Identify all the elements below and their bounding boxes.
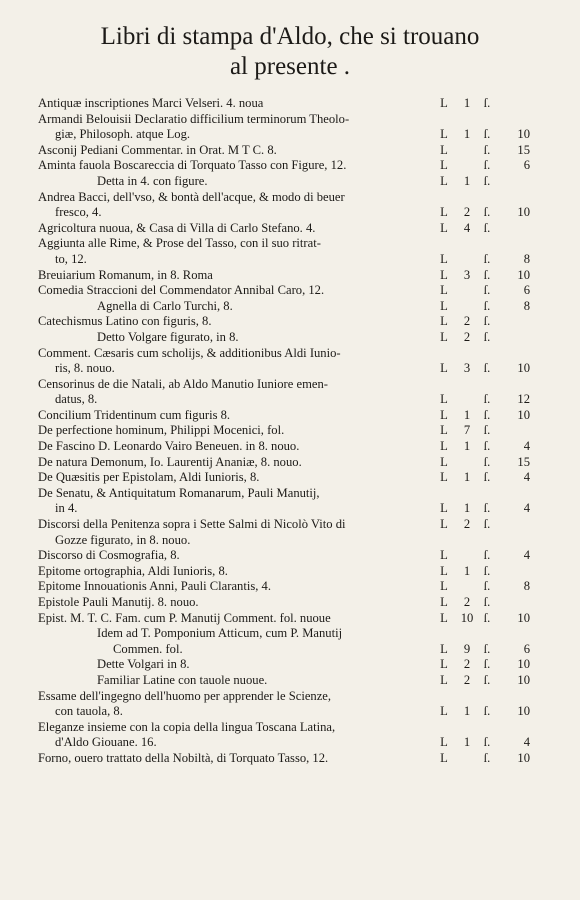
price-lire: L — [440, 205, 448, 220]
price-lire: L — [440, 704, 448, 719]
entry-line — [0, 361, 580, 377]
price-lire: L — [440, 470, 448, 485]
price-soldi-amount: 10 — [517, 610, 530, 625]
price-soldi-amount: 10 — [517, 704, 530, 719]
price-lire: L — [440, 750, 448, 765]
entry-text: De Fascino D. Leonardo Vairo Beneuen. in 8. nouo. — [38, 439, 300, 454]
price-soldi-amount: 4 — [523, 735, 530, 750]
price-lire: L — [440, 439, 448, 454]
price-lire: L — [440, 314, 448, 329]
entry-line — [0, 564, 580, 580]
price-lire: L — [440, 142, 448, 157]
book-entry — [0, 720, 580, 751]
price-lire-amount: 2 — [463, 672, 471, 687]
book-entry — [0, 283, 580, 299]
entry-text: Familiar Latine con tauole nuoue. — [97, 672, 268, 687]
book-entry — [0, 439, 580, 455]
book-entry — [0, 486, 580, 517]
entry-line — [0, 673, 580, 689]
entry-text: Discorso di Cosmografia, 8. — [38, 548, 180, 563]
price-soldi-amount: 4 — [523, 439, 530, 454]
entry-line — [0, 346, 580, 362]
price-soldi: ſ. — [483, 563, 491, 578]
entry-text: Catechismus Latino con figuris, 8. — [38, 314, 212, 329]
price-lire: L — [440, 267, 448, 282]
price-soldi-amount: 15 — [517, 142, 530, 157]
entry-line — [0, 548, 580, 564]
entry-text: Detta in 4. con figure. — [97, 173, 208, 188]
price-lire-amount: 9 — [463, 641, 471, 656]
price-lire: L — [440, 641, 448, 656]
price-soldi-amount: 8 — [523, 579, 530, 594]
entry-text: Censorinus de die Natali, ab Aldo Manutio Iuniore emen- — [38, 376, 328, 391]
book-entry — [0, 611, 580, 627]
price-lire: L — [440, 220, 448, 235]
price-soldi: ſ. — [483, 173, 491, 188]
book-entry — [0, 96, 580, 112]
entry-text: Epitome Innouationis Anni, Pauli Clarantis, 4. — [38, 579, 271, 594]
entry-text: Andrea Bacci, dell'vso, & bontà dell'acque, & modo di beuer — [38, 189, 345, 204]
entry-text: Antiquæ inscriptiones Marci Velseri. 4. noua — [38, 96, 264, 110]
entry-text: Aminta fauola Boscareccia di Torquato Tasso con Figure, 12. — [38, 158, 347, 173]
book-list — [0, 96, 580, 767]
entry-line — [0, 408, 580, 424]
entry-text: De natura Demonum, Io. Laurentij Ananiæ, 8. nouo. — [38, 454, 302, 469]
price-soldi: ſ. — [483, 127, 491, 142]
book-entry — [0, 377, 580, 408]
price-soldi: ſ. — [483, 329, 491, 344]
book-entry — [0, 268, 580, 284]
entry-line — [0, 392, 580, 408]
price-soldi-amount: 10 — [517, 205, 530, 220]
book-entry — [0, 626, 580, 657]
book-entry — [0, 548, 580, 564]
book-entry — [0, 221, 580, 237]
entry-line — [0, 486, 580, 502]
price-lire: L — [440, 127, 448, 142]
price-lire-amount: 3 — [463, 267, 471, 282]
book-entry — [0, 299, 580, 315]
price-soldi: ſ. — [483, 579, 491, 594]
entry-line — [0, 127, 580, 143]
entry-text: Commen. fol. — [113, 641, 183, 656]
entry-text: ris, 8. nouo. — [55, 361, 115, 376]
price-lire: L — [440, 517, 448, 532]
price-soldi: ſ. — [483, 423, 491, 438]
price-soldi: ſ. — [483, 735, 491, 750]
entry-text: De Senatu, & Antiquitatum Romanarum, Pauli Manutij, — [38, 485, 320, 500]
book-entry — [0, 470, 580, 486]
entry-line — [0, 221, 580, 237]
price-soldi-amount: 10 — [517, 657, 530, 672]
entry-line — [0, 236, 580, 252]
price-lire: L — [440, 454, 448, 469]
price-soldi-amount: 10 — [517, 267, 530, 282]
price-soldi: ſ. — [483, 142, 491, 157]
entry-text: Gozze figurato, in 8. nouo. — [55, 532, 191, 547]
entry-text: datus, 8. — [55, 392, 98, 407]
entry-line — [0, 283, 580, 299]
price-soldi: ſ. — [483, 267, 491, 282]
entry-text: Comment. Cæsaris cum scholijs, & additionibus Aldi Iunio- — [38, 345, 341, 360]
entry-text: Detto Volgare figurato, in 8. — [97, 329, 239, 344]
entry-text: De Quæsitis per Epistolam, Aldi Iunioris, 8. — [38, 470, 260, 485]
book-entry — [0, 236, 580, 267]
price-lire-amount: 1 — [463, 173, 471, 188]
price-lire-amount: 2 — [463, 205, 471, 220]
page-title — [0, 22, 580, 82]
price-soldi: ſ. — [483, 96, 491, 110]
price-soldi-amount: 10 — [517, 361, 530, 376]
entry-text: con tauola, 8. — [55, 704, 123, 719]
entry-line — [0, 704, 580, 720]
price-soldi-amount: 4 — [523, 470, 530, 485]
entry-line — [0, 751, 580, 767]
price-lire-amount: 1 — [463, 563, 471, 578]
price-lire-amount: 2 — [463, 595, 471, 609]
entry-text: Idem ad T. Pomponium Atticum, cum P. Manutij — [97, 626, 343, 641]
price-soldi: ſ. — [483, 158, 491, 173]
price-soldi: ſ. — [483, 750, 491, 765]
price-soldi: ſ. — [483, 517, 491, 532]
price-soldi-amount: 10 — [517, 407, 530, 422]
price-soldi: ſ. — [483, 704, 491, 719]
book-entry — [0, 455, 580, 471]
price-soldi: ſ. — [483, 283, 491, 298]
entry-line — [0, 330, 580, 346]
price-lire: L — [440, 283, 448, 298]
book-entry — [0, 330, 580, 346]
price-soldi: ſ. — [483, 454, 491, 469]
price-soldi: ſ. — [483, 501, 491, 516]
entry-text: Asconij Pediani Commentar. in Orat. M T C. 8. — [38, 142, 277, 157]
entry-line — [0, 657, 580, 673]
book-entry — [0, 158, 580, 174]
entry-text: Epist. M. T. C. Fam. cum P. Manutij Comment. fol. nuoue — [38, 610, 331, 625]
entry-text: in 4. — [55, 501, 78, 516]
entry-text: giæ, Philosoph. atque Log. — [55, 127, 191, 142]
entry-line — [0, 190, 580, 206]
price-soldi-amount: 10 — [517, 672, 530, 687]
price-lire-amount: 2 — [463, 314, 471, 329]
price-lire: L — [440, 548, 448, 563]
entry-line — [0, 174, 580, 190]
price-soldi-amount: 10 — [517, 750, 530, 765]
entry-line — [0, 595, 580, 611]
entry-text: Concilium Tridentinum cum figuris 8. — [38, 407, 231, 422]
price-lire: L — [440, 173, 448, 188]
entry-text: Aggiunta alle Rime, & Prose del Tasso, con il suo ritrat- — [38, 236, 321, 251]
price-lire-amount: 1 — [463, 96, 471, 110]
book-entry — [0, 346, 580, 377]
price-soldi-amount: 6 — [523, 283, 530, 298]
price-lire: L — [440, 407, 448, 422]
price-lire: L — [440, 392, 448, 407]
price-soldi: ſ. — [483, 205, 491, 220]
price-lire-amount: 2 — [463, 657, 471, 672]
price-lire-amount: 1 — [463, 501, 471, 516]
entry-text: Comedia Straccioni del Commendator Annibal Caro, 12. — [38, 283, 325, 298]
book-entry — [0, 564, 580, 580]
entry-text: Epistole Pauli Manutij. 8. nouo. — [38, 595, 199, 609]
price-lire-amount: 2 — [463, 329, 471, 344]
price-soldi: ſ. — [483, 470, 491, 485]
entry-line — [0, 158, 580, 174]
price-lire-amount: 10 — [460, 610, 474, 625]
entry-text: Dette Volgari in 8. — [97, 657, 190, 672]
entry-line — [0, 455, 580, 471]
entry-line — [0, 720, 580, 736]
entry-line — [0, 689, 580, 705]
book-entry — [0, 423, 580, 439]
price-lire: L — [440, 501, 448, 516]
entry-text: Agricoltura nuoua, & Casa di Villa di Carlo Stefano. 4. — [38, 220, 316, 235]
entry-line — [0, 143, 580, 159]
price-soldi-amount: 6 — [523, 158, 530, 173]
entry-text: Epitome ortographia, Aldi Iunioris, 8. — [38, 563, 228, 578]
price-lire-amount: 1 — [463, 439, 471, 454]
entry-line — [0, 423, 580, 439]
entry-text: Forno, ouero trattato della Nobiltà, di Torquato Tasso, 12. — [38, 750, 329, 765]
price-soldi: ſ. — [483, 392, 491, 407]
price-soldi: ſ. — [483, 298, 491, 313]
entry-text: Essame dell'ingegno dell'huomo per apprender le Scienze, — [38, 688, 332, 703]
price-lire-amount: 2 — [463, 517, 471, 532]
entry-line — [0, 611, 580, 627]
price-soldi-amount: 6 — [523, 641, 530, 656]
book-entry — [0, 657, 580, 673]
price-lire: L — [440, 672, 448, 687]
price-lire-amount: 1 — [463, 470, 471, 485]
price-soldi: ſ. — [483, 361, 491, 376]
price-soldi: ſ. — [483, 548, 491, 563]
entry-line — [0, 96, 580, 112]
price-lire: L — [440, 423, 448, 438]
price-soldi: ſ. — [483, 407, 491, 422]
price-lire: L — [440, 657, 448, 672]
book-entry — [0, 143, 580, 159]
entry-line — [0, 112, 580, 128]
book-entry — [0, 408, 580, 424]
price-soldi: ſ. — [483, 251, 491, 266]
price-lire-amount: 7 — [463, 423, 471, 438]
price-lire: L — [440, 579, 448, 594]
book-entry — [0, 595, 580, 611]
book-entry — [0, 112, 580, 143]
entry-line — [0, 533, 580, 549]
price-soldi: ſ. — [483, 610, 491, 625]
price-lire-amount: 1 — [463, 127, 471, 142]
entry-text: Eleganze insieme con la copia della lingua Toscana Latina, — [38, 719, 336, 734]
entry-line — [0, 642, 580, 658]
book-entry — [0, 751, 580, 767]
entry-line — [0, 735, 580, 751]
entry-line — [0, 517, 580, 533]
book-entry — [0, 190, 580, 221]
price-lire: L — [440, 361, 448, 376]
book-entry — [0, 517, 580, 548]
price-soldi-amount: 8 — [523, 298, 530, 313]
entry-text: Armandi Belouisii Declaratio difficilium terminorum Theolo- — [38, 111, 350, 126]
price-lire: L — [440, 158, 448, 173]
price-soldi-amount: 4 — [523, 548, 530, 563]
entry-text: Discorsi della Penitenza sopra i Sette Salmi di Nicolò Vito di — [38, 517, 346, 532]
price-lire-amount: 1 — [463, 735, 471, 750]
price-soldi: ſ. — [483, 439, 491, 454]
price-lire: L — [440, 96, 448, 110]
entry-text: to, 12. — [55, 251, 87, 266]
book-entry — [0, 689, 580, 720]
entry-line — [0, 579, 580, 595]
entry-text: fresco, 4. — [55, 205, 102, 220]
price-soldi: ſ. — [483, 641, 491, 656]
entry-text: d'Aldo Giouane. 16. — [55, 735, 157, 750]
entry-line — [0, 501, 580, 517]
price-lire: L — [440, 298, 448, 313]
price-lire-amount: 1 — [463, 407, 471, 422]
price-lire: L — [440, 595, 448, 609]
price-soldi-amount: 8 — [523, 251, 530, 266]
book-entry — [0, 579, 580, 595]
entry-line — [0, 470, 580, 486]
price-lire: L — [440, 563, 448, 578]
book-entry — [0, 673, 580, 689]
price-soldi-amount: 4 — [523, 501, 530, 516]
entry-line — [0, 252, 580, 268]
price-soldi-amount: 10 — [517, 127, 530, 142]
entry-line — [0, 626, 580, 642]
price-soldi: ſ. — [483, 220, 491, 235]
entry-line — [0, 314, 580, 330]
entry-text: Agnella di Carlo Turchi, 8. — [97, 298, 233, 313]
price-lire-amount: 1 — [463, 704, 471, 719]
title-line-1: Libri di stampa d'Aldo, che si trouano — [100, 23, 480, 50]
price-lire: L — [440, 329, 448, 344]
price-soldi: ſ. — [483, 672, 491, 687]
entry-line — [0, 268, 580, 284]
title-line-2: al presente . — [229, 53, 351, 80]
price-lire: L — [440, 735, 448, 750]
entry-line — [0, 205, 580, 221]
price-lire-amount: 4 — [463, 220, 471, 235]
entry-text: Breuiarium Romanum, in 8. Roma — [38, 267, 213, 282]
price-soldi-amount: 15 — [517, 454, 530, 469]
book-entry — [0, 174, 580, 190]
price-soldi-amount: 12 — [517, 392, 530, 407]
price-soldi: ſ. — [483, 314, 491, 329]
entry-line — [0, 299, 580, 315]
price-soldi: ſ. — [483, 595, 491, 609]
price-soldi: ſ. — [483, 657, 491, 672]
entry-line — [0, 439, 580, 455]
price-lire: L — [440, 251, 448, 266]
price-lire: L — [440, 610, 448, 625]
price-lire-amount: 3 — [463, 361, 471, 376]
entry-text: De perfectione hominum, Philippi Mocenici, fol. — [38, 423, 285, 438]
book-entry — [0, 314, 580, 330]
entry-line — [0, 377, 580, 393]
